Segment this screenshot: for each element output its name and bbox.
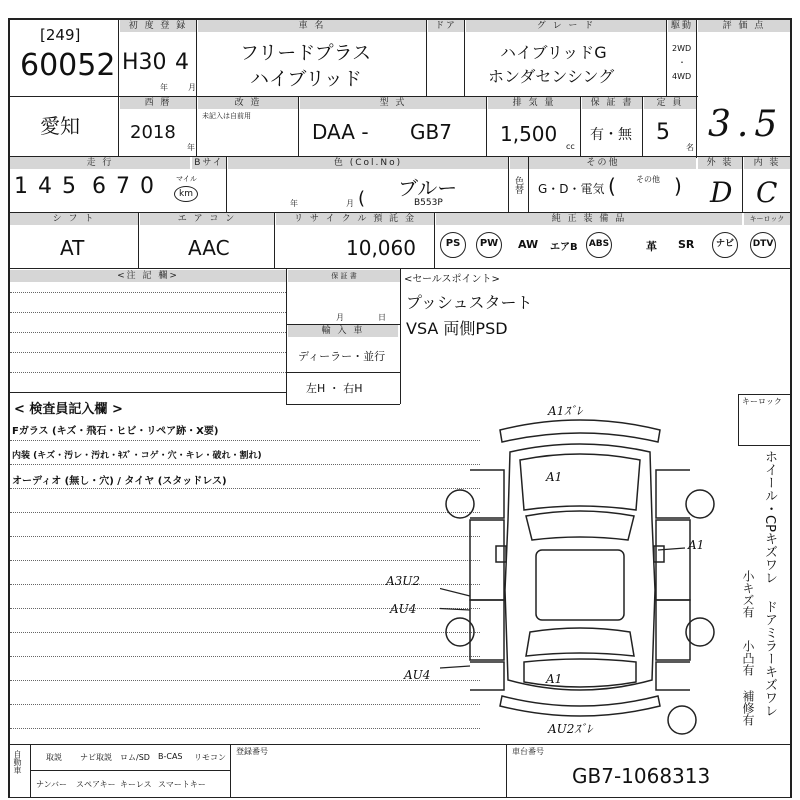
grade-line2: ホンダセンシング [488,67,615,86]
drive-2wd: 2WD [672,44,692,53]
bottom-row-2 [30,771,230,797]
header-displacement: 排 気 量 [488,97,580,109]
mileage-digit: 5 [62,174,76,199]
bottom-item: スペアキー [76,780,116,789]
mileage-digits [14,174,174,206]
diagram-mark-left-au4a: AU4 [390,602,417,616]
equipment-aw: AW [518,238,539,251]
header-exterior: 外 装 [698,157,742,169]
mileage-digit: 1 [14,174,28,199]
header-change: 改 造 [198,97,298,109]
header-import: キーロック [744,213,790,225]
bottom-item: 取説 [46,753,62,762]
header-score: 評 価 点 [698,20,790,32]
equipment-list [438,230,790,262]
sales-point-2: VSA 両側PSD [406,319,508,338]
header-drive: 駆動 [668,20,696,32]
fuel-paren-open: ( [608,174,616,198]
equipment-abs: ABS [586,232,612,258]
car-name-line1: フリードプラス [240,42,372,64]
dealer-line: ディーラー・並行 [298,350,386,363]
reg-no-label: 登録番号 [236,747,268,756]
header-color: 色 (Col.No) [228,157,508,169]
chassis-number: GB7-1068313 [572,764,711,788]
region: 愛知 [40,114,80,138]
first-reg-month-unit: 月 [188,83,196,92]
equipment-navi: ナビ [712,232,738,258]
header-color-side: その他 [510,157,696,169]
mileage-digit: 7 [116,174,130,199]
diagram-mark-hood: A1 [546,470,563,484]
inspector-title: < 検査員記入欄 > [14,402,123,417]
aircon: AAC [188,236,230,260]
capacity: 5 [656,120,670,145]
header-recycle: リ サ イ ク ル 預 託 金 [276,213,434,225]
sales-point-1: プッシュスタート [406,293,533,312]
bottom-row-1 [30,744,230,770]
score: 3.5 [708,104,784,145]
equipment-sr: SR [678,238,695,251]
lot-number: 60052 [20,48,116,83]
color-open: ( [358,188,366,209]
model-code: GB7 [410,120,452,144]
first-reg-era: H30 [122,50,167,75]
inspector-line-3: オーディオ (無し・穴) / タイヤ (スタッドレス) [12,476,227,487]
lot-number-small: [249] [40,26,81,44]
inspection-value: 有・無 [590,127,632,143]
cc-unit: cc [566,142,575,151]
model-year: 2018 [130,122,176,143]
diagram-mark-rear: AU2ｽﾞﾚ [548,722,593,736]
header-interior: 内 装 [744,157,790,169]
color-month-unit: 月 [346,199,354,208]
header-import-car: 輸 入 車 [288,325,398,337]
mileage-digit: 0 [140,174,154,199]
header-model: 型 式 [300,97,486,109]
header-door: ドア [428,20,464,32]
side-label: 自動車 [13,750,22,774]
diagram-mark-trunk: A1 [546,672,563,686]
bottom-item: キーレス [120,780,152,789]
fuel-type: G・D・電気 [538,182,605,196]
header-inspection: 保 証 書 [582,97,642,109]
interior-grade: C [756,176,778,209]
header-shift: シ フ ト [10,213,138,225]
equipment-dtv: DTV [750,232,776,258]
change-note: 未記入は自前用 [202,112,251,120]
header-mileage: 走 行 [10,157,190,169]
recall-day: 日 [378,313,386,322]
right-note-1: ホイール・CPキズワレ [762,450,777,584]
diagram-mark-left-a3: A3U2 [386,574,421,588]
car-name-line2: ハイブリッド [250,68,362,90]
right-note-5: 補修有 [741,690,755,726]
bottom-item: ナンバー [36,780,68,789]
equipment-pw: PW [476,232,502,258]
color-name: ブルー [398,176,458,200]
bottom-item: B-CAS [158,752,183,761]
mileage-digit: 6 [92,174,106,199]
bottom-item: ナビ取説 [80,753,112,762]
header-aircon: エ ア コ ン [140,213,274,225]
first-reg-month: 4 [175,50,189,75]
diagram-mark-left-au4b: AU4 [404,668,431,682]
mileage-unit-mile: マイル [176,175,197,183]
exterior-grade: D [710,176,733,209]
capacity-unit: 名 [686,143,694,152]
color-code: B553P [414,198,443,208]
inspector-line-2: 内装 (キズ・汚レ・汚れ・ｷｽﾞ・コゲ・穴・キレ・破れ・割れ) [12,451,262,461]
bottom-item: リモコン [194,753,226,762]
recycle-fee: 10,060 [346,236,416,260]
recall-month: 月 [336,313,344,322]
color-year-unit: 年 [290,199,298,208]
equipment-ps: PS [440,232,466,258]
inspector-line-1: Fガラス (キズ・飛石・ヒビ・リペア跡・X要) [12,426,219,437]
grade-line1: ハイブリッドG [500,43,607,62]
header-mileage-unit: Bサイ [192,157,226,169]
first-reg-year-unit: 年 [160,83,168,92]
header-car-name: 車 名 [198,20,426,32]
equipment-airbag: エアB [550,242,578,253]
drive-dot: ・ [678,58,686,67]
header-grade: グ レ ー ド [466,20,666,32]
mileage-unit-km: km [174,186,198,202]
fuel-other-label: その他 [636,175,660,184]
model-prefix: DAA - [312,120,369,144]
diagram-mark-right: A1 [688,538,705,552]
color-change-label: 色替 [513,176,523,194]
handle-side: 左H ・ 右H [306,382,363,395]
chassis-label: 車台番号 [512,747,544,756]
model-year-unit: 年 [187,143,195,152]
header-first-reg: 初 度 登 録 [120,20,196,32]
fuel-paren-close: ) [674,174,682,198]
right-note-2: 小キズ有 [741,570,755,618]
diagram-mark-front: A1ｽﾞﾚ [548,404,583,418]
header-sales-point: <セールスポイント> [404,274,500,285]
keylock-label: キーロック [742,397,782,406]
drive-4wd: 4WD [672,72,692,81]
equipment-leather: 革 [646,240,657,253]
header-equipment: 純 正 装 備 品 [436,213,742,225]
bottom-item: ロム/SD [120,753,150,762]
right-note-3: ドアミラーキズワレ [762,600,777,717]
shift: AT [60,236,85,260]
displacement: 1,500 [500,122,558,146]
header-notes: <注 記 欄> [10,270,286,282]
header-recall: 保 証 書 [288,270,400,282]
header-capacity: 定 員 [644,97,696,109]
header-year: 西 暦 [120,97,196,109]
car-diagram [440,400,720,740]
mileage-digit: 4 [38,174,52,199]
bottom-item: スマートキー [158,780,206,789]
right-note-4: 小凸有 [741,640,755,676]
